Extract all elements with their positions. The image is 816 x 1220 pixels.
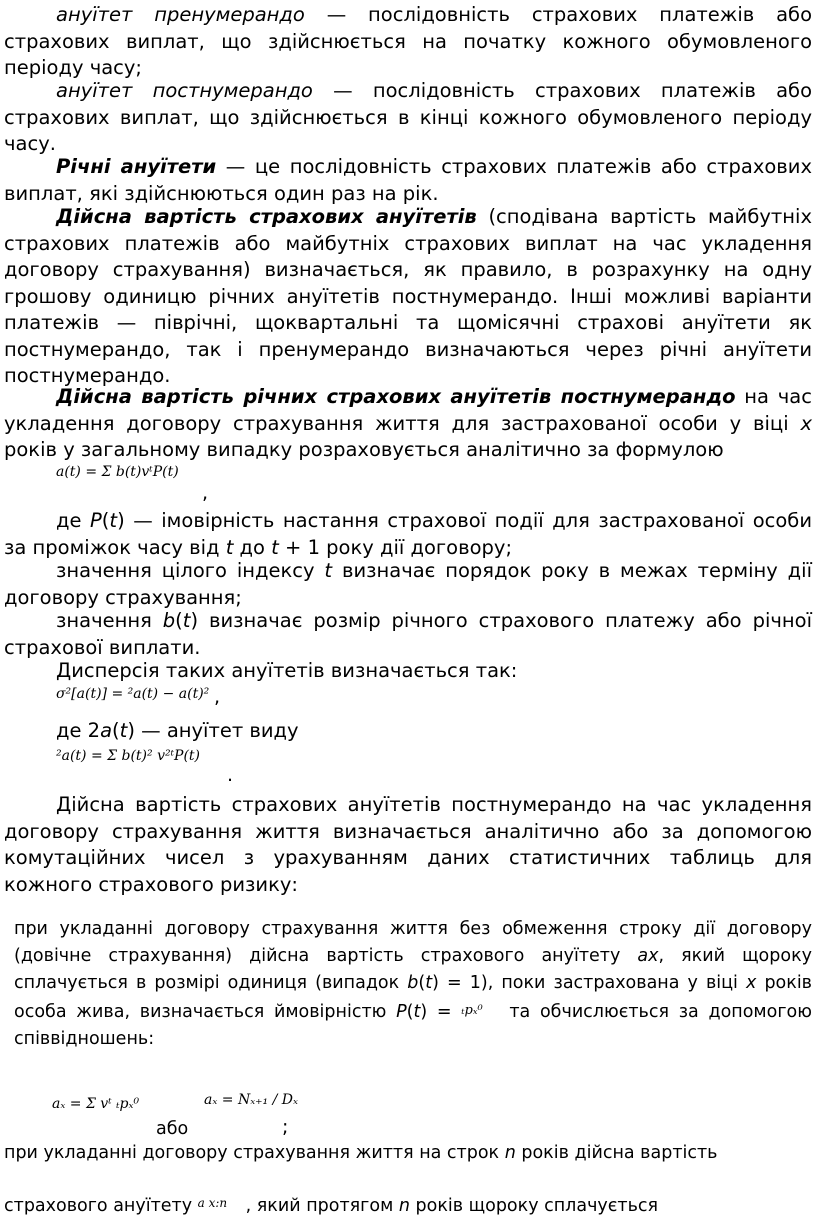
paragraph-annuity-postnumerando: ануїтет постнумерандо — послідовність страхових платежів або страхових виплат, що здійснюється в кінці кожного обумовленого періоду часу. [4, 79, 813, 155]
paragraph-term-insurance: при укладанні договору страхування життя на строк n років дійсна вартість [4, 1143, 718, 1163]
formula-term-annuity-symbol: a x:n [197, 1196, 228, 1210]
formula-variance: σ²[a(t)] = ²a(t) − a(t)² [56, 686, 210, 702]
paragraph-term-annuity: страхового ануїтету a x:n , який протягом n років щороку сплачується [4, 1190, 812, 1220]
formula-semicolon: ; [282, 1116, 289, 1138]
paragraph-payment-definition: значення b(t) визначає розмір річного страхового платежу або річної страхової виплати. [4, 609, 812, 659]
term: Дійсна вартість страхових ануїтетів [56, 205, 477, 228]
paragraph-index-definition: значення цілого індексу t визначає порядок року в межах терміну дії договору страхування; [4, 559, 812, 609]
formula-life-annuity-commutation: aₓ = Nₓ₊₁ / Dₓ [204, 1092, 298, 1108]
paragraph-variance: Дисперсія таких ануїтетів визначається так: [56, 659, 518, 682]
formula-comma: , [214, 686, 221, 708]
term: ануїтет постнумерандо [56, 79, 313, 102]
formula-comma: , [202, 482, 209, 504]
formula-second-moment: ²a(t) = Σ b(t)² v²ᵗP(t) [56, 748, 201, 764]
word-or: або [156, 1119, 189, 1139]
formula-survival-probability: ₜpₓ⁰ [461, 1003, 483, 1018]
paragraph-annuity-prenumerando: ануїтет пренумерандо — послідовність страхових платежів або страхових виплат, що здійснюється на початку кожного обумовленого періоду часу; [4, 3, 813, 79]
paragraph-annuity-kind: де 2a(t) — ануїтет виду [56, 719, 299, 742]
term: ануїтет пренумерандо [56, 3, 305, 26]
formula-annuity-value: a(t) = Σ b(t)vᵗP(t) [56, 464, 179, 480]
term: Річні ануїтети [56, 155, 217, 178]
paragraph-present-value-postnumerando: Дійсна вартість річних страхових ануїтетів постнумерандо на час укладення договору страхування життя для застрахованої особи у віці x років у загальному випадку розраховується аналітично за формулою [4, 385, 812, 461]
paragraph-whole-life: при укладанні договору страхування життя без обмеження строку дії договору (довічне страхування) дійсна вартість страхового ануїтету ax, який щороку сплачується в розмірі одиниця (випадок b(t) = 1), поки застрахована у віці x років особа жива, визначається ймовірністю P(t) = ₜpₓ⁰ та обчислюється за допомогою співвідношень: [14, 919, 812, 1049]
formula-life-annuity-sum: aₓ = Σ vᵗ ₜpₓ⁰ [52, 1096, 140, 1112]
paragraph-probability-definition: де P(t) — імовірність настання страхової події для застрахованої особи за проміжок часу від t до t + 1 року дії договору; [4, 509, 812, 559]
paragraph-annual-annuities: Річні ануїтети — це послідовність страхових платежів або страхових виплат, які здійснюються один раз на рік. [4, 155, 812, 205]
paragraph-commutation: Дійсна вартість страхових ануїтетів постнумерандо на час укладення договору страхування життя визначається аналітично або за допомогою комутаційних чисел з урахуванням даних статистичних таблиць для кожного страхового ризику: [4, 793, 812, 896]
paragraph-present-value: Дійсна вартість страхових ануїтетів (сподівана вартість майбутніх страхових платежів або майбутніх страхових виплат на час укладення договору страхування) визначається, як правило, в розрахунку на одну грошову одиницю річних ануїтетів постнумерандо. Інші можливі варіанти платежів — піврічні, щоквартальні та щомісячні страхові ануїтети як постнумерандо, так і пренумерандо визначаються через річні ануїтети постнумерандо. [4, 205, 812, 387]
formula-dot: . [227, 764, 234, 786]
term: Дійсна вартість річних страхових ануїтетів постнумерандо [56, 385, 736, 408]
